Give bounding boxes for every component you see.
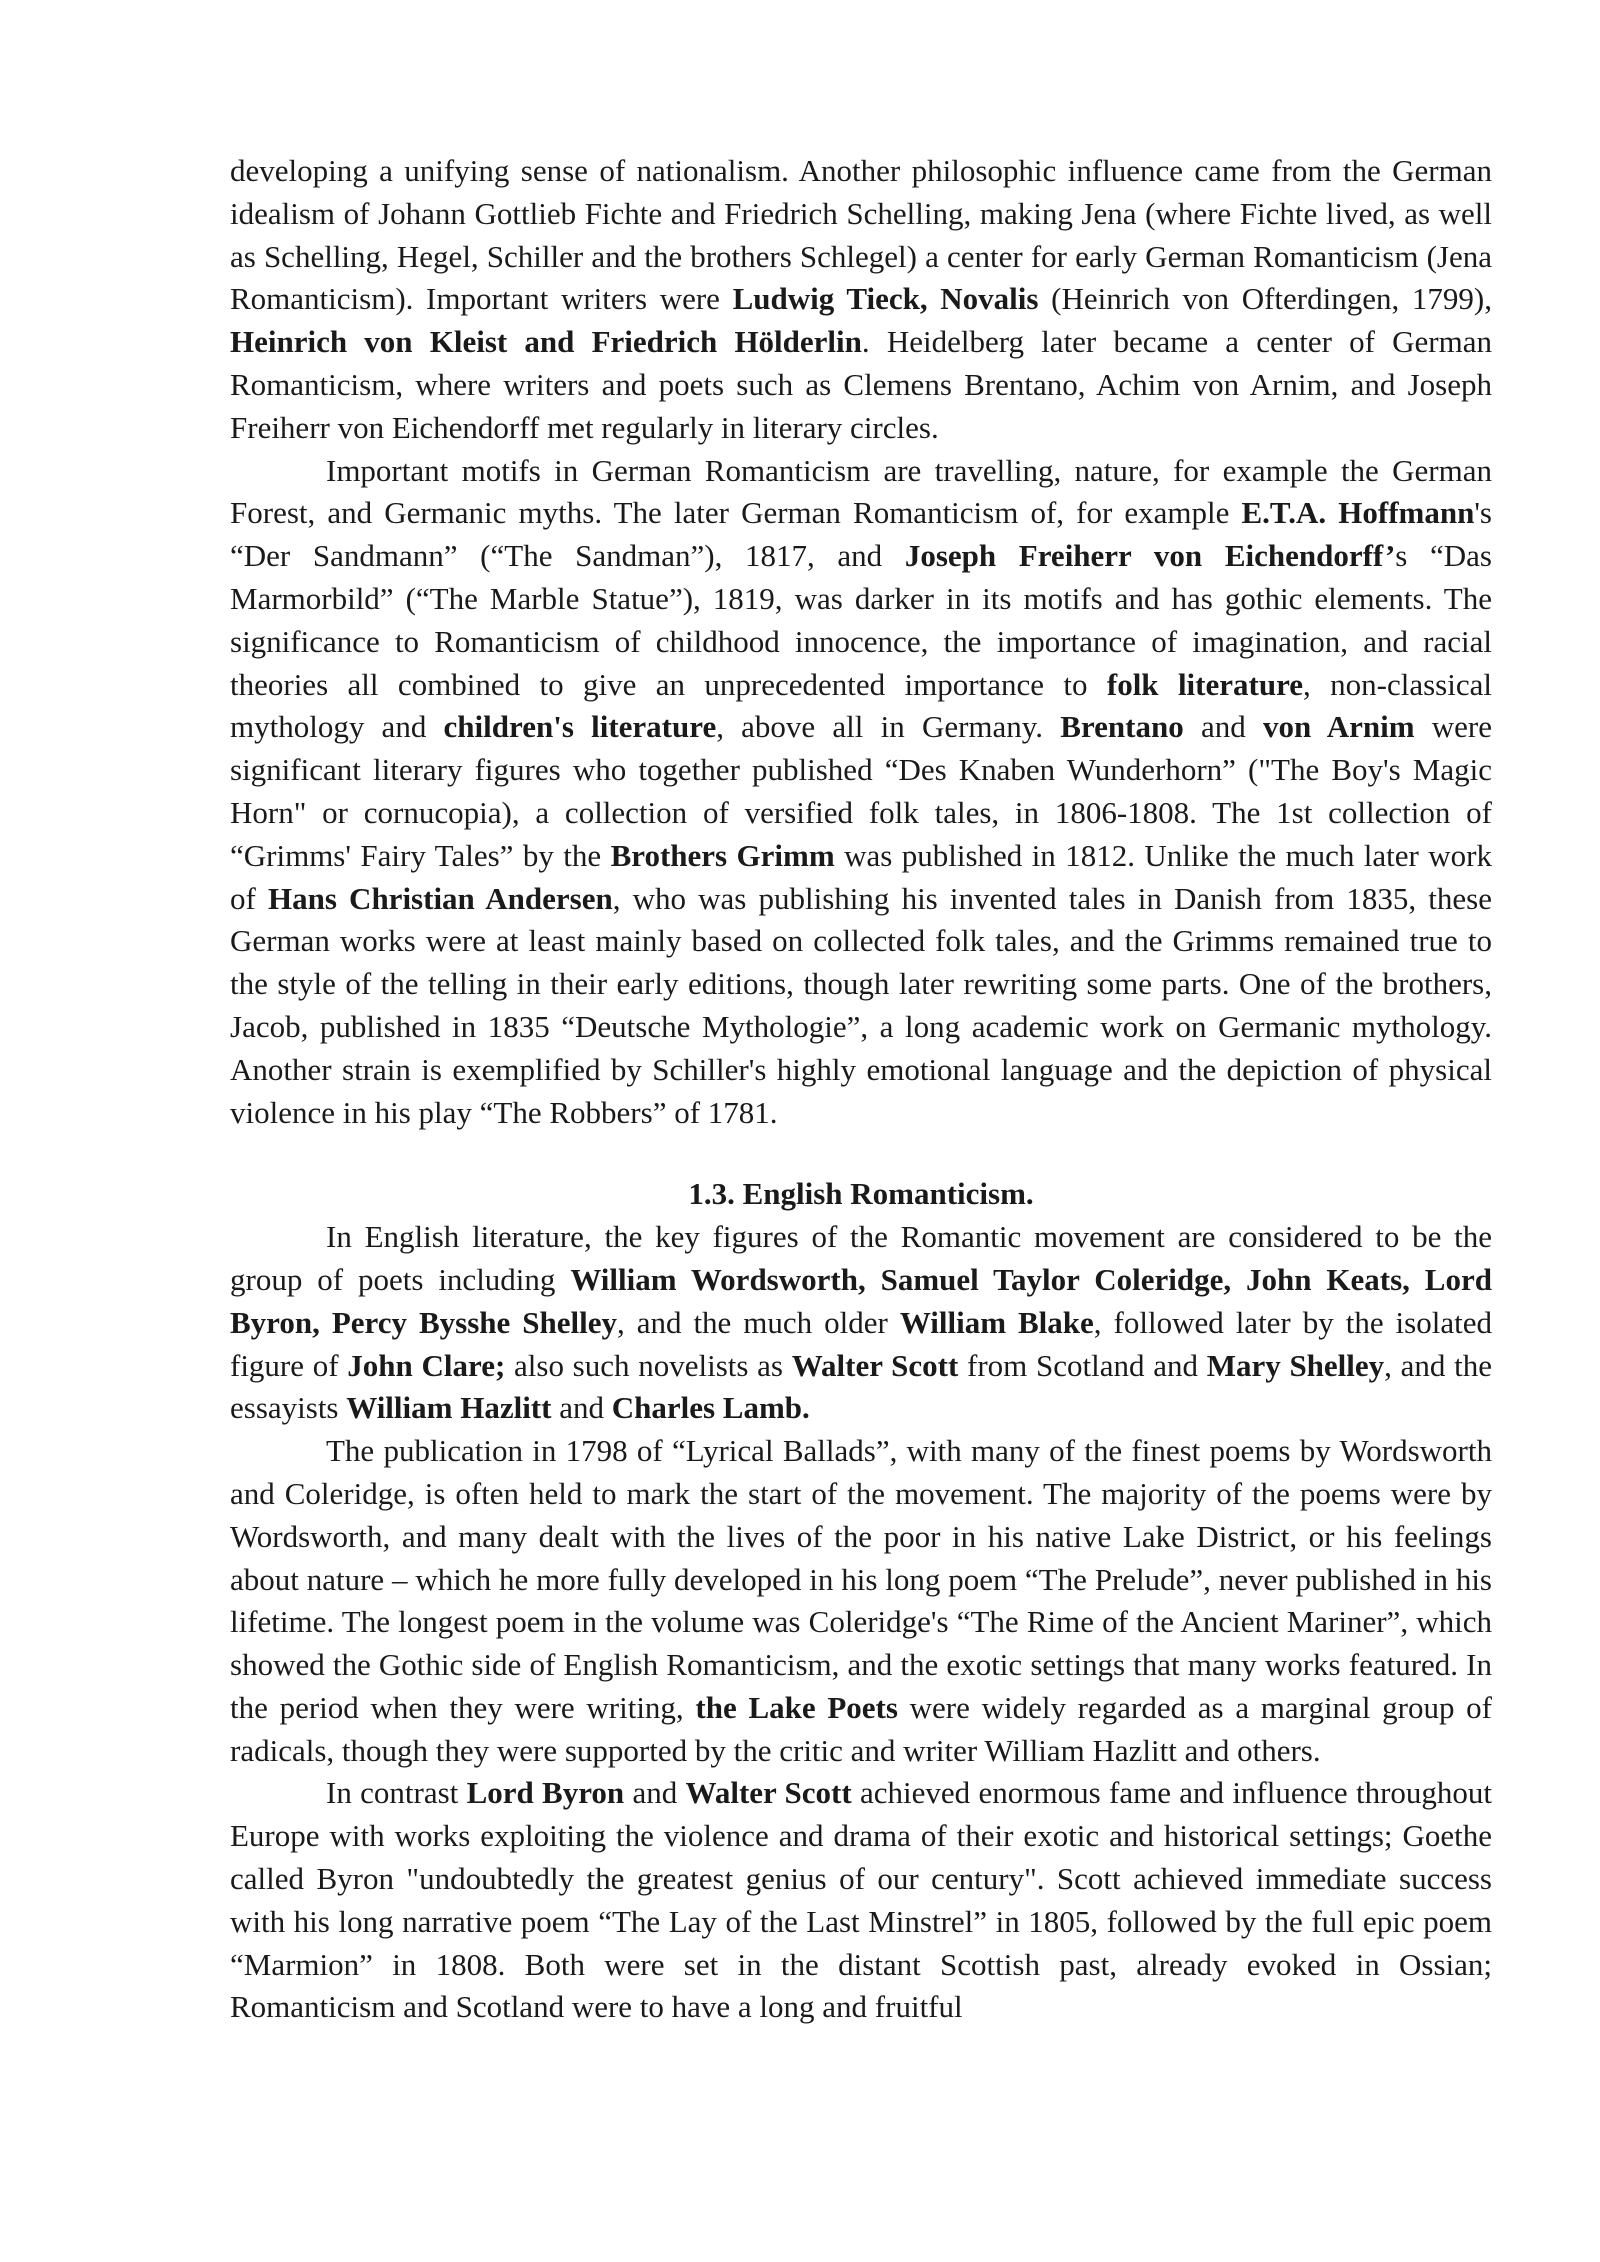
text-run: was published in 1812. Unlike the much later work of [230,837,1492,916]
text-run: developing a unifying sense of nationalism. Another philosophic influence came from the German idealism of Johann Gottlieb Fichte and Friedrich Schelling, making Jena (where Fichte lived, as well as Schelling, Hegel, Schiller and the brothers Schlegel) a center for early German Romanticism (Jena Romanticism). Important writers were [230,153,1492,317]
text-run: and [1183,709,1263,745]
body-paragraph [230,1772,1492,2029]
bold-text-run: Heinrich von Kleist and Friedrich Hölderlin [230,324,862,360]
bold-text-run: Brentano [1060,709,1184,745]
text-run: s “Das Marmorbild” (“The Marble Statue”), 1819, was darker in its motifs and has gothic elements. The significance to Romanticism of childhood innocence, the importance of imagination, and racial theories all combined to give an unprecedented importance to [230,538,1492,702]
text-run: Important motifs in German Romanticism are travelling, nature, for example the German Forest, and Germanic myths. The later German Romanticism of, for example [230,452,1492,531]
text-run: In contrast [326,1775,467,1811]
text-run: (Heinrich von Ofterdingen, 1799), [1038,281,1492,317]
bold-text-run: William Blake [899,1304,1094,1340]
text-run: , non-classical mythology and [230,666,1492,745]
bold-text-run: John Clare; [347,1347,506,1383]
text-run: and [624,1775,686,1811]
body-paragraph [230,1216,1492,1430]
text-run: and [551,1390,612,1426]
text-run: from Scotland and [958,1347,1207,1383]
text-run: 's “Der Sandmann” (“The Sandman”), 1817, and [230,495,1492,574]
bold-text-run: Ludwig Tieck, Novalis [732,281,1039,317]
bold-text-run: Mary Shelley [1206,1347,1385,1383]
text-run: , and the essayists [230,1347,1493,1426]
text-run: achieved enormous fame and influence throughout Europe with works exploiting the violence and drama of their exotic and historical settings; Goethe called Byron "undoubtedly the greatest genius of our century". Scott achieved immediate success with his long narrative poem “The Lay of the Last Minstrel” in 1805, followed by the full epic poem “Marmion” in 1808. Both were set in the distant Scottish past, already evoked in Ossian; Romanticism and Scotland were to have a long and fruitful [230,1775,1492,2025]
bold-text-run: Walter Scott [791,1347,959,1383]
bold-text-run: children's literature [443,709,717,745]
text-run: , and the much older [616,1304,900,1340]
body-paragraph [230,150,1492,450]
bold-text-run: Joseph Freiherr von Eichendorff’ [904,538,1396,574]
bold-text-run: Brothers Grimm [610,837,835,873]
bold-text-run: Lord Byron [466,1775,625,1811]
document-page [230,150,1492,2029]
text-run: In English literature, the key figures of the Romantic movement are considered to be the group of poets including [230,1219,1492,1297]
bold-text-run: von Arnim [1262,709,1415,745]
body-paragraph [230,1430,1492,1772]
section-heading [230,1134,1492,1216]
text-run: . Heidelberg later became a center of German Romanticism, where writers and poets such as Clemens Brentano, Achim von Arnim, and Joseph Freiherr von Eichendorff met regularly in literary circles. [230,324,1493,445]
bold-text-run: the Lake Poets [695,1689,898,1725]
text-run: also such novelists as [505,1347,792,1383]
bold-text-run: folk literature [1106,666,1304,702]
text-run: were significant literary figures who together published “Des Knaben Wunderhorn” ("The Boy's Magic Horn" or cornucopia), a collection of versified folk tales, in 1806-1808. The 1st collection of “Grimms' Fairy Tales” by the [230,709,1492,873]
bold-text-run: Hans Christian Andersen [267,880,613,916]
bold-text-run: Charles Lamb. [611,1390,810,1426]
text-run: 1.3. English Romanticism. [688,1176,1034,1212]
text-run: , above all in Germany. [716,709,1061,745]
bold-text-run: E.T.A. Hoffmann [1241,495,1475,531]
bold-text-run: William Wordsworth, Samuel Taylor Coleridge, John Keats, Lord Byron, Percy Bysshe Shelley [230,1261,1492,1340]
text-run: were widely regarded as a marginal group of radicals, though they were supported by the critic and writer William Hazlitt and others. [230,1689,1492,1768]
body-paragraph [230,450,1492,1135]
text-run: , who was publishing his invented tales in Danish from 1835, these German works were at least mainly based on collected folk tales, and the Grimms remained true to the style of the telling in their early editions, though later rewriting some parts. One of the brothers, Jacob, published in 1835 “Deutsche Mythologie”, a long academic work on Germanic mythology. Another strain is exemplified by Schiller's highly emotional language and the depiction of physical violence in his play “The Robbers” of 1781. [230,880,1493,1130]
text-run: The publication in 1798 of “Lyrical Ballads”, with many of the finest poems by Wordsworth and Coleridge, is often held to mark the start of the movement. The majority of the poems were by Wordsworth, and many dealt with the lives of the poor in his native Lake District, or his feelings about nature – which he more fully developed in his long poem “The Prelude”, never published in his lifetime. The longest poem in the volume was Coleridge's “The Rime of the Ancient Mariner”, which showed the Gothic side of English Romanticism, and the exotic settings that many works featured. In the period when they were writing, [230,1433,1492,1725]
bold-text-run: William Hazlitt [346,1390,552,1426]
bold-text-run: Walter Scott [685,1775,852,1811]
text-run: , followed later by the isolated figure of [230,1304,1492,1383]
